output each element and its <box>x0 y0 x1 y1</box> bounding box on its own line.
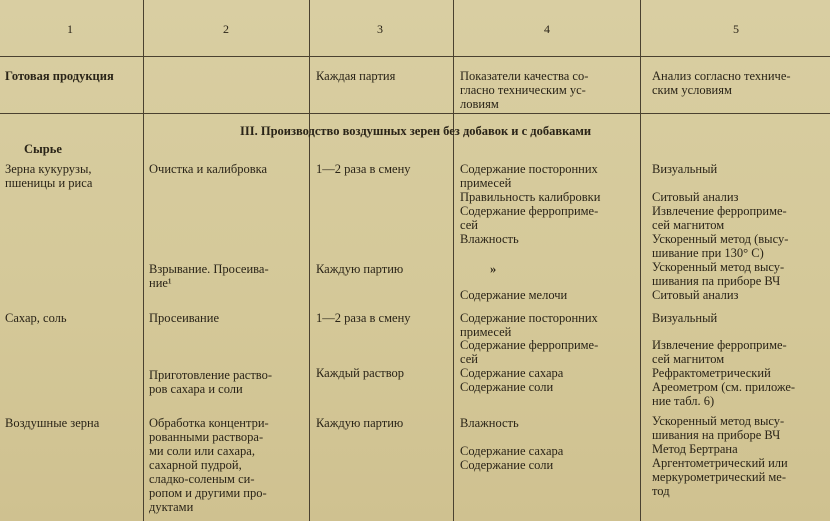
grain-frequency-2: Каждую партию <box>316 262 404 276</box>
grain-method-visual: Визуальный <box>652 162 718 176</box>
header-divider <box>0 56 830 57</box>
sugar-method-magnet: Извлечение ферроприме- сей магнитом <box>652 338 787 366</box>
col-number-1: 1 <box>67 22 73 36</box>
airgrain-operation: Обработка концентри- рованными раствора- ми соли или сахара, сахарной пудрой, сладко-соленым си- ропом и другими про- дуктами <box>149 416 269 514</box>
col-number-2: 2 <box>223 22 229 36</box>
grain-method-magnet: Извлечение ферроприме- сей магнитом <box>652 204 787 232</box>
airgrain-indicator-content: Содержание сахара Содержание соли <box>460 444 564 472</box>
sugar-indicator-impurities: Содержание посторонних примесей <box>460 311 598 339</box>
finished-frequency: Каждая партия <box>316 69 396 83</box>
sugar-indicator-content: Содержание сахара Содержание соли <box>460 366 564 394</box>
grain-operation-popping: Взрывание. Просеива- ние¹ <box>149 262 269 290</box>
section-title: III. Производство воздушных зерен без добавок и с добавками <box>240 124 592 138</box>
airgrain-name: Воздушные зерна <box>5 416 100 430</box>
grain-method-vch: Ускоренный метод высу- шивания па приборе ВЧ <box>652 260 785 288</box>
grain-method-sieve-2: Ситовый анализ <box>652 288 739 302</box>
grain-indicator-ditto: » <box>490 262 497 276</box>
column-divider <box>640 0 641 521</box>
sugar-method-visual: Визуальный <box>652 311 718 325</box>
sugar-operation-solutions: Приготовление раство- ров сахара и соли <box>149 368 273 396</box>
grain-indicator-fines: Содержание мелочи <box>460 288 568 302</box>
airgrain-method-salt: Аргентометрический или меркурометрический ме- тод <box>652 456 788 498</box>
finished-method: Анализ согласно техниче- ским условиям <box>652 69 791 97</box>
grain-indicator-calibration: Правильность калибровки <box>460 190 601 204</box>
grain-indicator-impurities: Содержание посторонних примесей <box>460 162 598 190</box>
finished-indicators: Показатели качества со- гласно техническим ус- ловиям <box>460 69 589 111</box>
row-divider <box>0 113 830 114</box>
grain-indicator-ferro: Содержание ферроприме- сей <box>460 204 599 232</box>
column-divider <box>143 0 144 521</box>
grain-method-rapid: Ускоренный метод (высу- шивание при 130° С) <box>652 232 789 260</box>
column-divider <box>453 0 454 521</box>
column-divider <box>309 0 310 521</box>
grain-indicator-moisture: Влажность <box>460 232 519 246</box>
grain-frequency-1: 1—2 раза в смену <box>316 162 411 176</box>
sugar-frequency-2: Каждый раствор <box>316 366 405 380</box>
finished-product-label: Готовая продукция <box>5 69 114 83</box>
grain-method-sieve: Ситовый анализ <box>652 190 739 204</box>
col-number-5: 5 <box>733 22 739 36</box>
airgrain-frequency: Каждую партию <box>316 416 404 430</box>
grain-operation-cleaning: Очистка и калибровка <box>149 162 268 176</box>
sugar-name: Сахар, соль <box>5 311 67 325</box>
col-number-4: 4 <box>544 22 550 36</box>
airgrain-method-moisture: Ускоренный метод высу- шивания на приборе ВЧ Метод Бертрана <box>652 414 785 456</box>
sugar-frequency-1: 1—2 раза в смену <box>316 311 411 325</box>
sugar-method-refracto: Рефрактометрический Ареометром (см. приложе- ние табл. 6) <box>652 366 796 408</box>
sugar-indicator-ferro: Содержание ферроприме- сей <box>460 338 599 366</box>
raw-heading: Сырье <box>24 142 62 156</box>
sugar-operation-sieving: Просеивание <box>149 311 219 325</box>
airgrain-indicator-moisture: Влажность <box>460 416 519 430</box>
grain-name: Зерна кукурузы, пшеницы и риса <box>5 162 93 190</box>
col-number-3: 3 <box>377 22 383 36</box>
